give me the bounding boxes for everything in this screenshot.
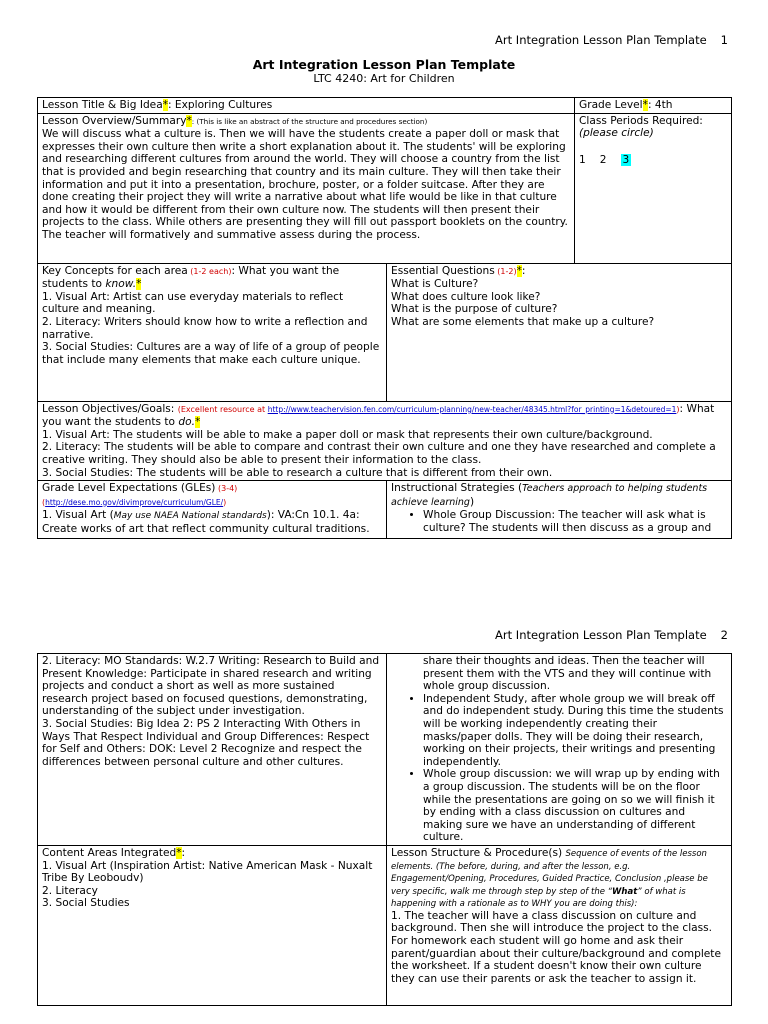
overview-label: Lesson Overview/Summary — [42, 114, 187, 127]
gle-va-prefix: 1. Visual Art ( — [42, 509, 114, 522]
key-concepts-cell — [38, 263, 387, 401]
period-option-2[interactable]: 2 — [599, 153, 607, 166]
structure-text: 1. The teacher will have a class discussion on culture and background. Then she will introduce the project to the class. For homework each student will go home and ask their parent/guardian about their culture/background and complete the worksheet. If a student doesn't know their own culture they can use their parents or ask the teacher to assign it. — [391, 909, 721, 985]
document-title: Art Integration Lesson Plan Template — [252, 57, 516, 72]
gle-cell — [38, 481, 387, 539]
key-concept-2: 2. Literacy: Writers should know how to write a reflection and narrative. — [42, 315, 368, 341]
content-areas-cell — [38, 845, 387, 1005]
grade-level-cell — [575, 98, 732, 114]
lesson-title-value: : Exploring Cultures — [168, 99, 273, 111]
strategy-wrap-up-discussion: • Whole group discussion: we will wrap up by ending with a group discussion. The students will be on the floor while the presentations are going on so we will finish it by ending with a class discussion on cultures and making sure we have an understanding of different culture. — [423, 768, 727, 844]
structure-hint-end: ” of what is happening with a rationale as to WHY you are doing this): — [391, 886, 686, 910]
gle-label: Grade Level Expectations (GLEs) — [42, 482, 216, 495]
objectives-row — [38, 401, 732, 481]
class-periods-options — [579, 154, 727, 167]
grade-level-label: Grade Level — [579, 99, 643, 111]
grade-level-value: : 4th — [647, 99, 673, 111]
content-area-2: 2. Literacy — [42, 884, 98, 897]
lesson-title-cell — [38, 98, 575, 114]
strategies-close: ) — [469, 495, 475, 508]
strategy-independent-study: • Independent Study, after whole group we will break off and do independent study. During this time the students will be working independently creating their masks/paper dolls. They will be doing their research, working on their projects, their writings and presenting independently. — [423, 693, 727, 769]
document-subtitle: LTC 4240: Art for Children — [313, 72, 455, 85]
gle-row — [38, 481, 732, 539]
running-title: Art Integration Lesson Plan Template — [495, 33, 707, 47]
strategies-list-page1 — [391, 509, 727, 534]
overview-text: We will discuss what a culture is. Then we will have the students create a paper doll or mask that expresses their own culture then write a short explanation about it. The students' will be exploring and researching different cultures from around the world. They will choose a country from the list that is provided and begin researching that country and its main culture. They will then take their information and put it into a presentation, brochure, poster, or a folder suitcase. After they are done creating their project they will write a narrative about what life would be like in that culture and how it would be different from their own culture now. The students will then present their projects to the class. While others are presenting they will fill out passport booklets on the country. The teacher will formatively and summative assess during the process. — [42, 128, 568, 241]
key-concept-3: 3. Social Studies: Cultures are a way of life of a group of people that include many elements that make each culture unique. — [42, 341, 380, 366]
gle-continued-cell — [38, 654, 387, 846]
essential-questions-colon: : — [521, 264, 526, 277]
page-gap — [0, 576, 768, 600]
strategies-label: Instructional Strategies ( — [391, 482, 523, 495]
running-header — [495, 33, 728, 47]
class-periods-label: Class Periods Required: — [579, 114, 703, 127]
objective-3: 3. Social Studies: The students will be able to research a culture that is different from their own. — [42, 466, 553, 479]
running-header — [495, 628, 728, 642]
required-star: * — [186, 114, 192, 127]
gle-va-text: ): VA:Cn 10.1. 4a: Create works of art that reflect community cultural traditions. — [42, 509, 370, 535]
gle-literacy: 2. Literacy: MO Standards: W.2.7 Writing: Research to Build and Present Knowledge: Participate in shared research and writing projects and conduct a short as well as more sustained research project based on focused questions, demonstrating, understanding of the subject under investigation. — [42, 655, 380, 718]
concepts-row — [38, 263, 732, 401]
key-concepts-label: Key Concepts for each area — [42, 264, 188, 277]
lesson-title-label: Lesson Title & Big Idea — [42, 99, 163, 111]
required-star: * — [642, 99, 648, 111]
objectives-resource-end: ) — [676, 404, 680, 414]
strategies-continued-cell — [387, 654, 732, 846]
page-number: 1 — [720, 33, 728, 47]
gle-continued-row — [38, 654, 732, 846]
objectives-cell — [38, 401, 732, 481]
key-concepts-note: (1-2 each) — [187, 266, 232, 276]
page-2 — [0, 600, 768, 1024]
running-title: Art Integration Lesson Plan Template — [495, 628, 707, 642]
essential-questions-cell — [387, 263, 732, 401]
strategy-whole-group-continued: share their thoughts and ideas. Then the teacher will present them with the VTS and they will continue with whole group discussion. — [423, 655, 712, 693]
class-periods-hint: (please circle) — [579, 127, 654, 140]
overview-cell — [38, 113, 575, 263]
strategies-list-page2 — [391, 655, 727, 844]
strategies-cell — [387, 481, 732, 539]
objectives-do: do. — [178, 416, 195, 429]
page-number: 2 — [720, 628, 728, 642]
essential-questions-label: Essential Questions — [391, 264, 495, 277]
required-star: * — [162, 99, 168, 111]
objectives-resource-link[interactable]: http://www.teachervision.fen.com/curriculum-planning/new-teacher/48345.html?for_printing=1&detoured=1 — [267, 404, 677, 414]
period-option-3-selected[interactable]: 3 — [622, 153, 630, 166]
strategies-hint: Teachers approach to helping students achieve learning — [391, 483, 708, 508]
structure-hint: Sequence of events of the lesson elements. (The before, during, and after the lesson, e.g. Engagement/Opening, Procedures, Guided Practice, Conclusion ,please be very specific, walk me through step by step of the “ — [391, 848, 708, 897]
gle-link-close: ) — [223, 497, 227, 507]
lesson-plan-table-page2 — [37, 653, 732, 1006]
required-star: * — [136, 278, 142, 291]
class-periods-cell — [575, 113, 732, 263]
structure-row — [38, 845, 732, 1005]
essential-questions-note: (1-2) — [494, 266, 517, 276]
gle-social-studies: 3. Social Studies: Big Idea 2: PS 2 Interacting With Others in Ways That Respect Individual and Group Differences: Respect for Self and Others: DOK: Level 2 Recognize and respect the differences between personal culture and other cultures. — [42, 717, 370, 768]
structure-hint-what: What — [612, 886, 638, 897]
content-areas-colon: : — [181, 846, 186, 859]
content-area-3: 3. Social Studies — [42, 897, 130, 910]
gle-link[interactable]: http://dese.mo.gov/divimprove/curriculum/GLE/ — [45, 497, 224, 507]
objective-2: 2. Literacy: The students will be able to compare and contrast their own culture and one they have researched and complete a creative writing. They should also be able to present their information to the class. — [42, 441, 716, 466]
period-option-1[interactable]: 1 — [579, 153, 586, 166]
structure-cell — [387, 845, 732, 1005]
strategy-whole-group: • Whole Group Discussion: The teacher will ask what is culture? The students will then discuss as a group and — [423, 509, 727, 534]
key-concept-1: 1. Visual Art: Artist can use everyday materials to reflect culture and meaning. — [42, 290, 344, 316]
objectives-resource-label: (Excellent resource at — [177, 404, 268, 414]
objectives-prompt: : What you want the students to — [42, 402, 715, 429]
gle-link-open: ( — [42, 497, 46, 507]
key-concepts-know: know. — [105, 278, 137, 291]
structure-label: Lesson Structure & Procedure(s) — [391, 846, 566, 859]
essential-question-2: What does culture look like? — [391, 290, 541, 303]
objective-1: 1. Visual Art: The students will be able to make a paper doll or mask that represents their own culture/background. — [42, 428, 653, 441]
overview-row — [38, 113, 732, 263]
gle-note: (3-4) — [215, 484, 238, 494]
essential-question-4: What are some elements that make up a culture? — [391, 315, 655, 328]
key-concepts-prompt: : What you want the students to — [42, 264, 340, 291]
lesson-plan-table-page1 — [37, 97, 732, 539]
essential-question-3: What is the purpose of culture? — [391, 303, 558, 316]
essential-question-1: What is Culture? — [391, 278, 479, 291]
overview-note: : (This is like an abstract of the structure and procedures section) — [191, 116, 428, 126]
required-star: * — [194, 416, 201, 429]
title-row — [38, 98, 732, 114]
required-star: * — [176, 846, 182, 859]
objectives-label: Lesson Objectives/Goals: — [42, 402, 178, 415]
gle-va-note: May use NAEA National standards — [113, 511, 267, 522]
content-areas-label: Content Areas Integrated — [42, 846, 177, 859]
content-area-1: 1. Visual Art (Inspiration Artist: Native American Mask - Nuxalt Tribe By Leoboudv) — [42, 859, 373, 885]
required-star: * — [516, 264, 522, 277]
